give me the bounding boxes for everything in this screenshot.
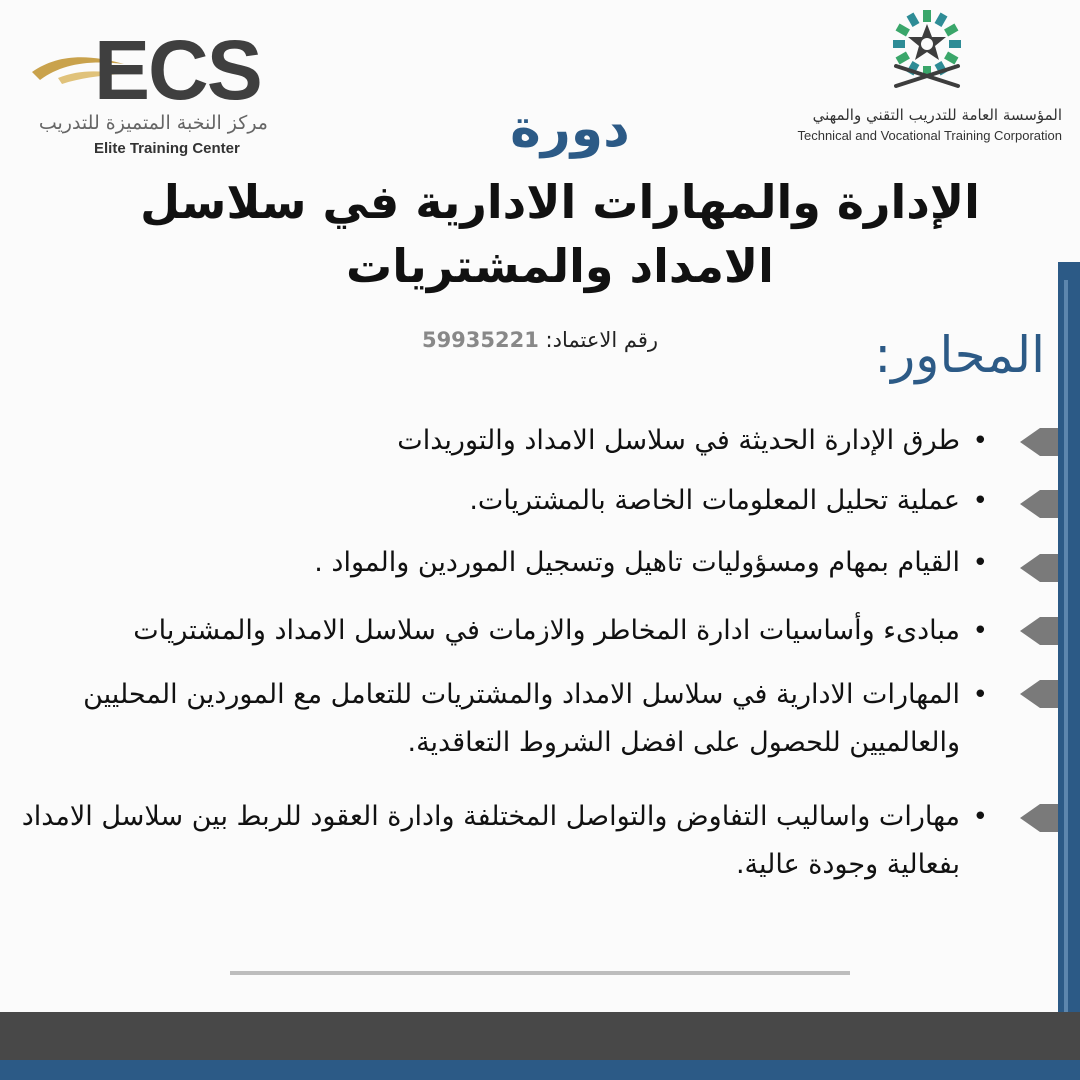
topic-text: مبادىء وأساسيات ادارة المخاطر والازمات في سلاسل الامداد والمشتريات <box>133 615 960 646</box>
bullet: • <box>972 426 988 456</box>
divider <box>230 971 850 975</box>
side-accent-bar <box>1058 262 1080 1080</box>
bullet: • <box>972 486 988 516</box>
list-item <box>75 671 988 767</box>
ecs-arabic-name: مركز النخبة المتميزة للتدريب <box>38 112 268 134</box>
bullet: • <box>972 680 988 710</box>
topic-text: طرق الإدارة الحديثة في سلاسل الامداد والتوريدات <box>397 425 960 456</box>
topic-text: المهارات الادارية في سلاسل الامداد والمشتريات للتعامل مع الموردين المحليين والعالميين للحصول على افضل الشروط التعاقدية. <box>83 679 960 758</box>
bottom-band <box>0 1012 1080 1060</box>
side-accent-line <box>1064 280 1068 1070</box>
ecs-wordmark: ECS <box>94 23 261 117</box>
list-item <box>200 539 988 587</box>
axes-heading: المحاور: <box>874 326 1045 384</box>
bullet: • <box>972 548 988 578</box>
topic-text: القيام بمهام ومسؤوليات تاهيل وتسجيل الموردين والمواد . <box>314 547 960 578</box>
ecs-english-name: Elite Training Center <box>94 140 240 157</box>
list-item <box>200 417 988 465</box>
list-item <box>20 793 988 889</box>
course-title: الإدارة والمهارات الادارية في سلاسل الامداد والمشتريات <box>140 175 980 293</box>
bullet: • <box>972 616 988 646</box>
accreditation-number: 59935221 <box>421 328 539 352</box>
course-label: دورة <box>510 99 630 159</box>
list-item <box>200 477 988 525</box>
tvtc-english-name: Technical and Vocational Training Corporation <box>797 128 1062 143</box>
topic-text: مهارات واساليب التفاوض والتواصل المختلفة وادارة العقود للربط بين سلاسل الامداد بفعالية وجودة عالية. <box>21 801 960 880</box>
bullet: • <box>972 802 988 832</box>
tvtc-logo <box>780 6 1070 146</box>
accreditation-label: رقم الاعتماد: <box>545 328 659 352</box>
accreditation-line <box>380 328 700 352</box>
topic-text: عملية تحليل المعلومات الخاصة بالمشتريات. <box>469 485 960 516</box>
bottom-accent-bar <box>0 1060 1080 1080</box>
tvtc-arabic-name: المؤسسة العامة للتدريب التقني والمهني <box>812 106 1062 124</box>
ecs-logo <box>28 24 278 164</box>
palm-swords-star-icon <box>882 6 972 102</box>
list-item <box>30 607 988 655</box>
